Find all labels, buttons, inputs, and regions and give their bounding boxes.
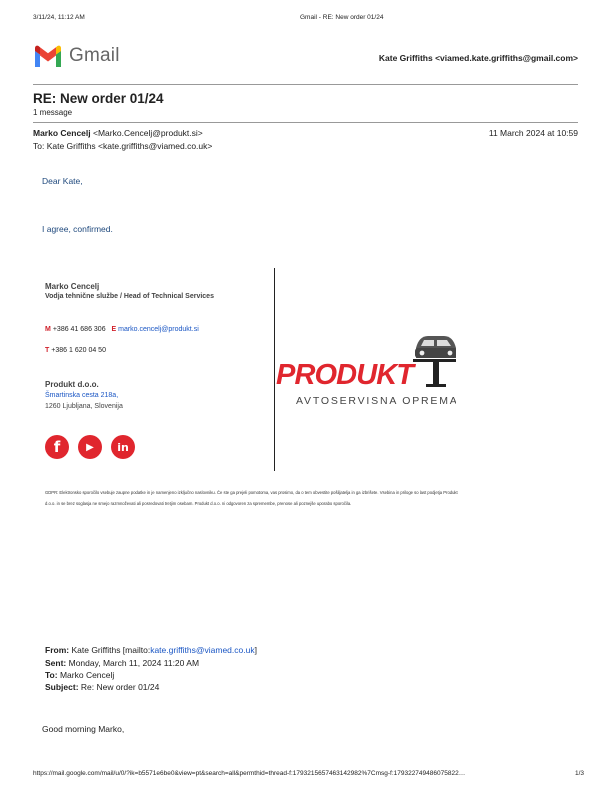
mobile-number: +386 41 686 306 <box>52 326 106 333</box>
quoted-from-email-link[interactable]: kate.griffiths@viamed.co.uk <box>150 645 255 655</box>
logo-tagline: AVTOSERVISNA OPREMA <box>296 395 456 407</box>
sender-email: <Marko.Cencelj@produkt.si> <box>93 128 203 138</box>
message-body: I agree, confirmed. <box>42 224 113 234</box>
message-from <box>33 128 203 138</box>
quoted-from-close: ] <box>254 645 257 655</box>
social-links <box>45 435 135 459</box>
quoted-subject-label: Subject: <box>45 682 79 692</box>
linkedin-icon[interactable]: in <box>111 435 135 459</box>
thread-subject: RE: New order 01/24 <box>33 91 164 106</box>
quoted-from-label: From: <box>45 645 70 655</box>
print-datetime: 3/11/24, 11:12 AM <box>33 14 85 21</box>
sender-name: Marko Cencelj <box>33 128 91 138</box>
print-page-number: 1/3 <box>574 770 584 777</box>
message-to: To: Kate Griffiths <kate.griffiths@viamed.co.uk> <box>33 141 213 151</box>
signature-phone <box>45 347 106 354</box>
quoted-to <box>45 670 114 680</box>
print-footer-url: https://mail.google.com/mail/u/0/?ik=b5571e6be0&view=pt&search=all&permthid=thread-f:1793215657463142982%7Cmsg-f:179322749486075822… <box>33 770 466 777</box>
quoted-greeting: Good morning Marko, <box>42 724 125 734</box>
facebook-icon[interactable]: f <box>45 435 69 459</box>
signature-contacts <box>45 326 199 333</box>
quoted-subject-value: Re: New order 01/24 <box>80 682 160 692</box>
quoted-to-value: Marko Cencelj <box>59 670 115 680</box>
quoted-sent <box>45 658 199 668</box>
quoted-sent-value: Monday, March 11, 2024 11:20 AM <box>68 658 200 668</box>
message-divider <box>33 122 578 123</box>
phone-number: +386 1 620 04 50 <box>51 347 106 354</box>
signature-role: Vodja tehnične službe / Head of Technical Services <box>45 293 214 300</box>
quoted-subject <box>45 682 159 692</box>
quoted-sent-label: Sent: <box>45 658 67 668</box>
signature-divider <box>274 268 275 471</box>
signature-street[interactable]: Šmartinska cesta 218a, <box>45 392 119 399</box>
message-date: 11 March 2024 at 10:59 <box>488 128 578 138</box>
phone-key: T <box>45 347 50 354</box>
produkt-logo <box>276 330 456 415</box>
signature-city: 1260 Ljubljana, Slovenija <box>45 403 123 410</box>
email-key: E <box>111 326 117 333</box>
signature-name: Marko Cencelj <box>45 282 100 291</box>
produkt-logo-graphic <box>276 330 456 410</box>
message-count: 1 message <box>33 108 73 117</box>
header-divider <box>33 84 578 85</box>
print-title: Gmail - RE: New order 01/24 <box>300 14 384 21</box>
quoted-to-label: To: <box>45 670 58 680</box>
signature-company: Produkt d.o.o. <box>45 380 99 389</box>
gdpr-disclaimer: GDPR: Elektronsko sporočilo vsebuje zaupne podatke in je namenjeno izključno naslovniku. Če ste ga prejeli pomotoma, vas prosimo, da o tem obvestite pošiljatelja in ga izbrišete. Vsebina in priloge so last podjetja Produkt d.o.o. in se brez soglasja ne smejo razmnoževati ali posredovati tretjim osebam. Produkt d.o.o. ni odgovoren za spremembe, prenose ali poznejše uporabo sporočila. <box>45 490 458 506</box>
car-lift-icon <box>413 336 456 387</box>
quoted-from-name: Kate Griffiths [mailto: <box>71 645 151 655</box>
gmail-wordmark: Gmail <box>69 45 120 66</box>
gmail-m-icon <box>33 45 63 67</box>
youtube-icon[interactable]: ▶ <box>78 435 102 459</box>
quoted-from <box>45 645 257 655</box>
signature-email-link[interactable]: marko.cencelj@produkt.si <box>118 326 199 333</box>
logo-word: PRODUKT <box>276 359 414 391</box>
mobile-key: M <box>45 326 51 333</box>
message-greeting: Dear Kate, <box>42 176 83 186</box>
account-label: Kate Griffiths <viamed.kate.griffiths@gmail.com> <box>378 53 578 63</box>
gmail-logo <box>33 44 120 68</box>
